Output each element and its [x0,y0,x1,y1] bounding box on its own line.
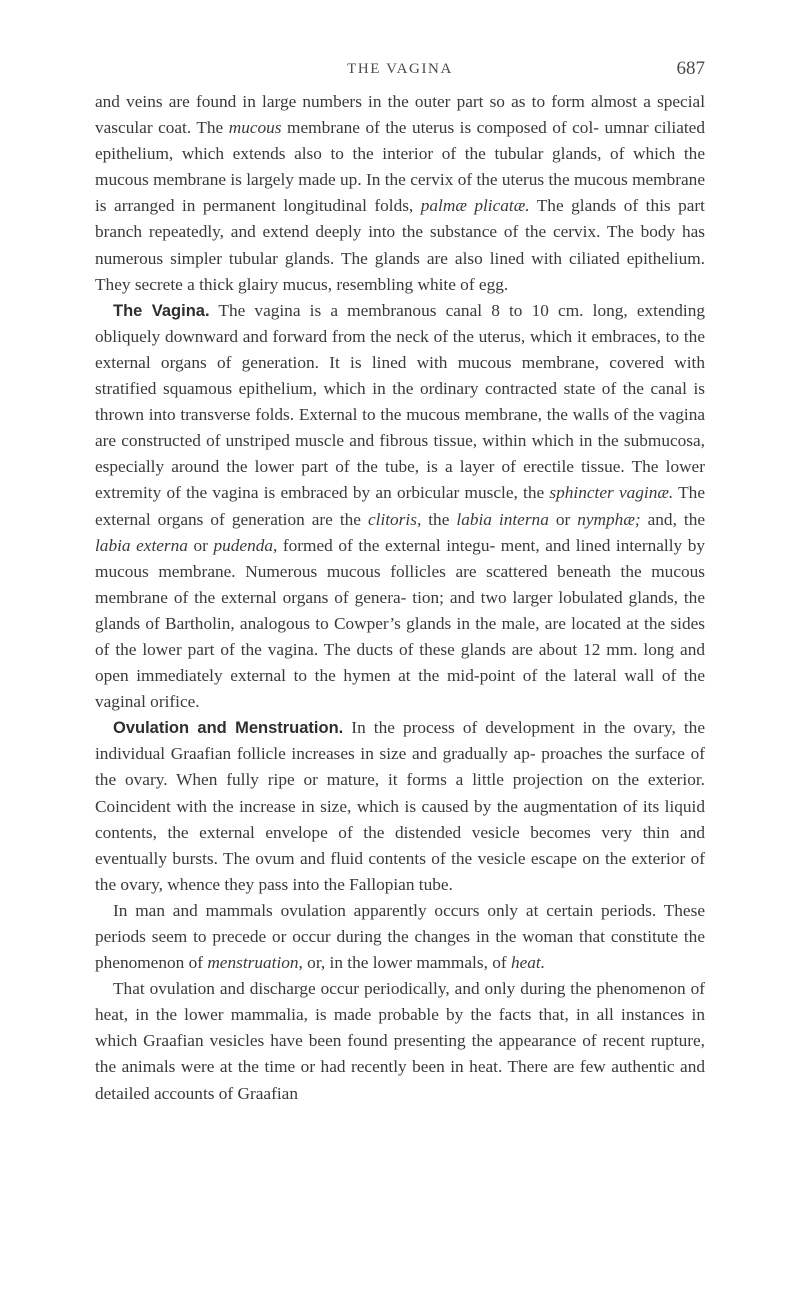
running-head [95,58,705,84]
running-title: THE VAGINA [347,61,453,77]
text-run: In the process of development in the ovary, the individual Graafian follicle increases in size and gradually ap- proaches the surface of the ovary. When fully ripe or mature, it forms a little projection on the exterior. Coincident with the increase in size, which is caused by the augmentation of its liquid contents, the external envelope of the distended vesicle becomes very thin and eventually bursts. The ovum and fluid contents of the vesicle escape on the exterior of the ovary, whence they pass into the Fallopian tube. [95,718,705,894]
text-run: and, the [640,509,705,529]
italic-term: clitoris [367,509,417,529]
text-run: , the [416,509,457,529]
text-run: , or, in the lower mammals, of [298,953,511,973]
text-run: That ovulation and discharge occur periodically, and only during the phenomenon of heat, in the lower mammalia, is made probable by the facts that, in all instances in which Graafian vesicles have been found presenting the appearance of recent rupture, the animals were at the time or had recently been in heat. There are few authentic and detailed accounts of Graafian [95,979,705,1103]
paragraph-heat [95,976,705,1106]
text-run: membrane of the uterus is composed of col- umnar ciliated epithelium, which extends also to the interior of the tubular glands, of which the mucous membrane is largely made up. In the cervix of the uterus the mucous membrane is arranged in permanent longitudinal folds, [95,118,705,216]
paragraph-ovulation [95,715,705,898]
text-run: In man and mammals ovulation apparently occurs only at certain periods. These periods seem to precede or occur during the changes in the woman that constitute the phenomenon of [95,900,705,973]
text-run: The external organs of generation are the [95,483,705,529]
italic-term: pudenda [213,535,273,555]
italic-term: sphincter vaginæ. [549,483,674,503]
italic-term: palmæ plicatæ. [420,196,530,216]
italic-term: labia interna [456,509,549,529]
section-heading-ovulation: Ovulation and Menstruation. [113,719,344,738]
italic-term: heat. [510,953,546,973]
italic-term: menstruation [207,953,299,973]
section-heading-vagina: The Vagina. [113,301,210,320]
text-run: , formed of the external integu- ment, and lined internally by mucous membrane. Numerous mucous follicles are scattered beneath the mucous membrane of the external organs of genera- tion; and two larger lobulated glands, the glands of Bartholin, analogous to Cowper’s glands in the male, are located at the sides of the lower part of the vagina. The ducts of these glands are about 12 mm. long and open immediately external to the hymen at the mid-point of the lateral wall of the vaginal orifice. [95,535,705,712]
paragraph-periods [95,898,705,976]
text-run: The vagina is a membranous canal 8 to 10 cm. long, extending obliquely downward and forward from the neck of the uterus, which it embraces, to the external organs of generation. It is lined with mucous membrane, covered with stratified squamous epithelium, which in the ordinary contracted state of the canal is thrown into transverse folds. External to the mucous membrane, the walls of the vagina are constructed of unstriped muscle and fibrous tissue, within which in the submucosa, especially around the lower part of the tube, is a layer of erectile tissue. The lower extremity of the vagina is embraced by an orbicular muscle, the [95,300,705,503]
italic-term: nymphæ; [577,509,641,529]
book-page [95,58,705,1107]
paragraph-uterus-mucous-membrane [95,89,705,298]
italic-term: labia externa [95,535,188,555]
paragraph-vagina [95,298,705,716]
text-run: The glands of this part branch repeatedly, and extend deeply into the substance of the cervix. The body has numerous simpler tubular glands. The glands are also lined with ciliated epithelium. They secrete a thick glairy mucus, resembling white of egg. [95,196,705,294]
body-text [95,89,705,1107]
text-run: or [187,535,214,555]
text-run: and veins are found in large numbers in the outer part so as to form almost a special vascular coat. The [95,92,705,138]
italic-term: mucous [228,118,282,138]
page-number: 687 [676,58,705,79]
text-run: or [548,509,578,529]
